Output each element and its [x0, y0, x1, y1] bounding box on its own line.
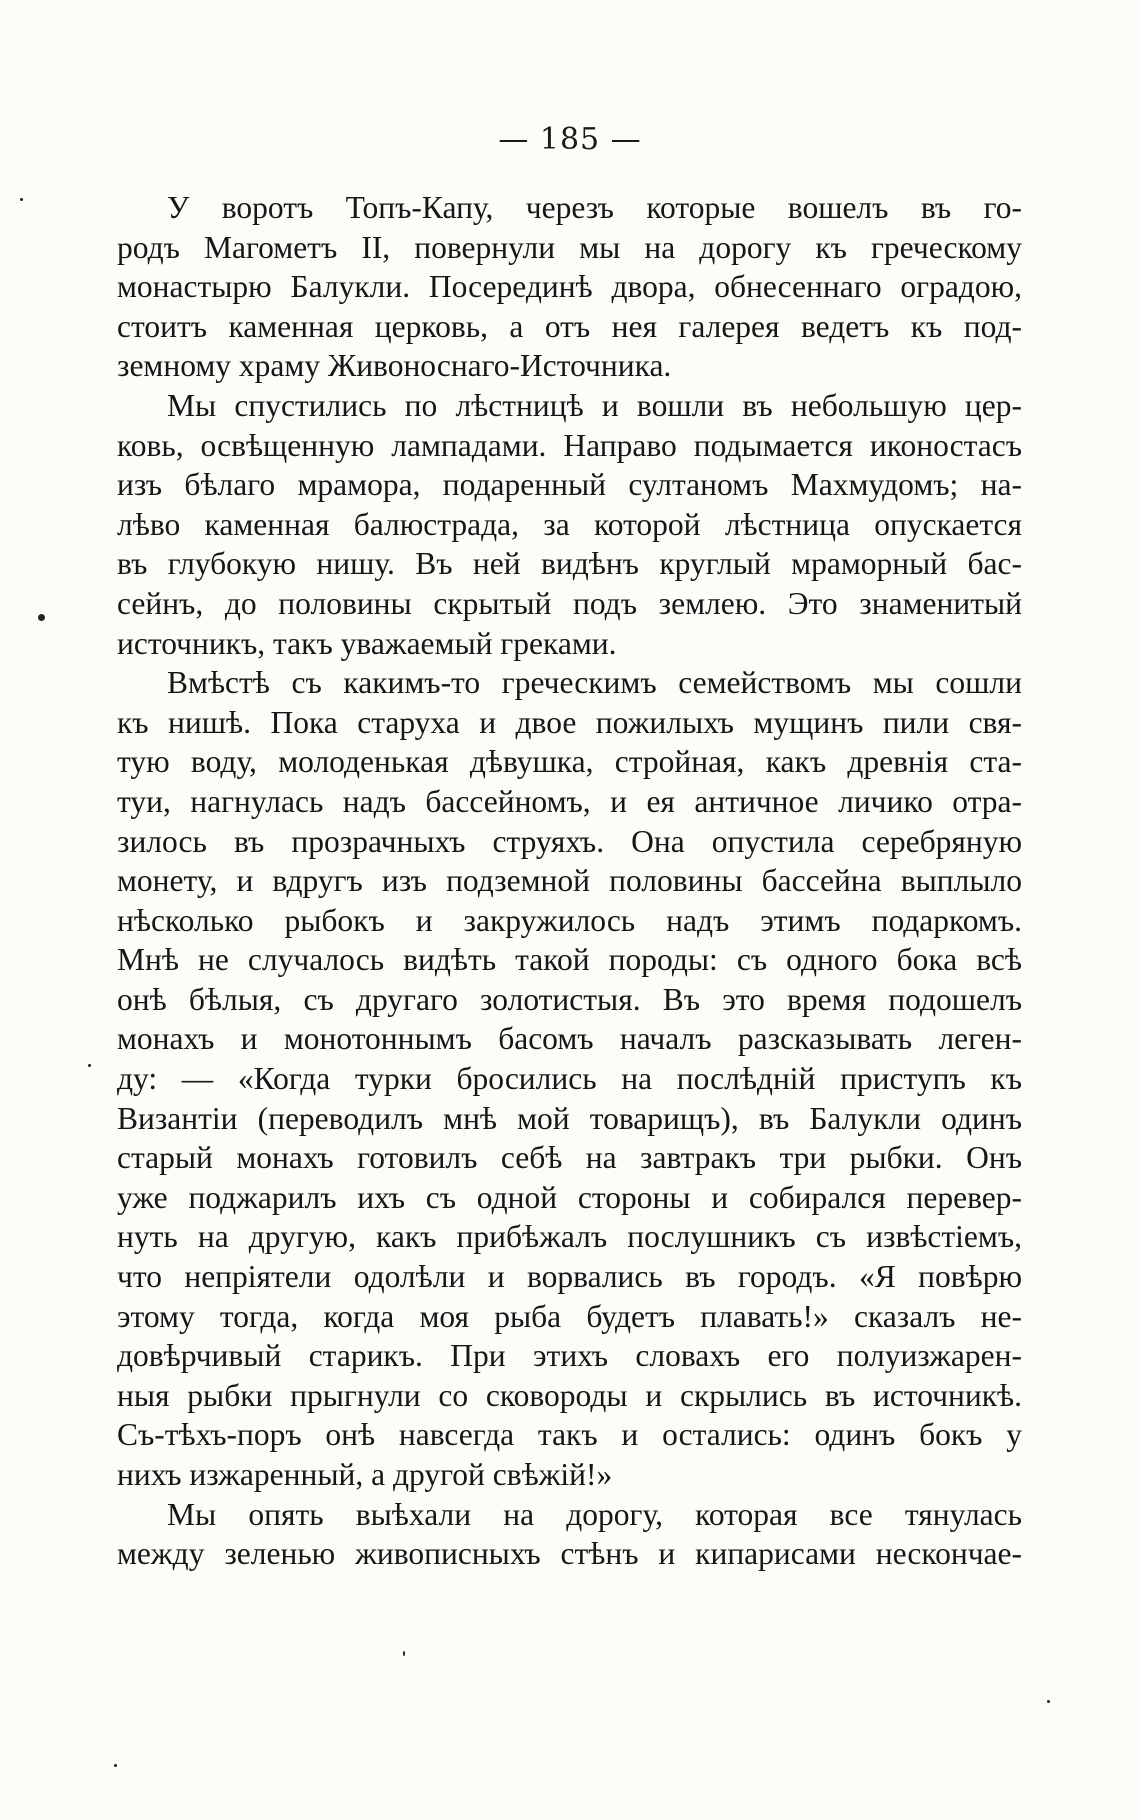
text-line: зилось въ прозрачныхъ струяхъ. Она опустила серебряную — [117, 823, 1022, 859]
text-line: родъ Магометъ II, повернули мы на дорогу къ греческому — [117, 229, 1022, 265]
text-line: ду: — «Когда турки бросились на послѣдній приступъ къ — [117, 1061, 1022, 1097]
text-line: изъ бѣлаго мрамора, подаренный султаномъ Махмудомъ; на- — [117, 467, 1022, 503]
text-line: нуть на другую, какъ прибѣжалъ послушникъ съ извѣстіемъ, — [117, 1219, 1022, 1255]
paragraph-2 — [117, 386, 1022, 663]
text-line: туи, нагнулась надъ бассейномъ, и ея античное личико отра- — [117, 783, 1022, 819]
text-line: въ глубокую нишу. Въ ней видѣнъ круглый мраморный бас- — [117, 546, 1022, 582]
text-line: источникъ, такъ уважаемый греками. — [117, 625, 617, 661]
text-line: Мы спустились по лѣстницѣ и вошли въ небольшую цер- — [167, 387, 1022, 423]
text-line: ковь, освѣщенную лампадами. Направо подымается иконостасъ — [117, 427, 1022, 463]
text-line: монету, и вдругъ изъ подземной половины бассейна выплыло — [117, 863, 1022, 899]
text-line: Вмѣстѣ съ какимъ-то греческимъ семействомъ мы сошли — [167, 665, 1022, 701]
text-line: монастырю Балукли. Посерединѣ двора, обнесеннаго оградою, — [117, 269, 1022, 305]
text-line: У воротъ Топъ-Капу, черезъ которые вошелъ въ го- — [167, 190, 1022, 225]
scan-speck — [38, 614, 45, 621]
text-line: лѣво каменная балюстрада, за которой лѣстница опускается — [117, 506, 1022, 542]
text-line: сейнъ, до половины скрытый подъ землею. Это знаменитый — [117, 585, 1022, 621]
text-line: уже поджарилъ ихъ съ одной стороны и собирался перевер- — [117, 1179, 1022, 1215]
text-line: нѣсколько рыбокъ и закружилось надъ этимъ подаркомъ. — [117, 902, 1022, 938]
page-number: — 185 — — [498, 122, 642, 157]
text-line: онѣ бѣлыя, съ другаго золотистыя. Въ это время подошелъ — [117, 981, 1022, 1017]
scan-speck — [403, 1651, 405, 1656]
text-line: земному храму Живоноснаго-Источника. — [117, 348, 672, 384]
paragraph-1 — [117, 188, 1022, 386]
text-line: Мнѣ не случалось видѣть такой породы: съ одного бока всѣ — [117, 942, 1022, 978]
scan-speck — [88, 1064, 91, 1067]
text-line: старый монахъ готовилъ себѣ на завтракъ три рыбки. Онъ — [117, 1140, 1022, 1176]
scan-speck — [1047, 1700, 1050, 1703]
text-line: стоитъ каменная церковь, а отъ нея галерея ведетъ къ под- — [117, 308, 1022, 344]
text-line: Мы опять выѣхали на дорогу, которая все тянулась — [167, 1496, 1022, 1532]
scan-speck — [20, 198, 23, 201]
scan-speck — [114, 1764, 117, 1767]
text-line: этому тогда, когда моя рыба будетъ плавать!» сказалъ не- — [117, 1298, 1022, 1334]
text-line: нихъ изжаренный, а другой свѣжій!» — [117, 1457, 613, 1492]
paragraph-4 — [117, 1495, 1022, 1574]
text-line: ныя рыбки прыгнули со сковороды и скрылись въ источникѣ. — [117, 1377, 1022, 1413]
text-line: къ нишѣ. Пока старуха и двое пожилыхъ мущинъ пили свя- — [117, 704, 1022, 740]
text-line: что непріятели одолѣли и ворвались въ городъ. «Я повѣрю — [117, 1259, 1022, 1295]
body-text — [117, 188, 1022, 1574]
text-line: Съ-тѣхъ-поръ онѣ навсегда такъ и остались: одинъ бокъ у — [117, 1417, 1022, 1453]
paragraph-3 — [117, 663, 1022, 1494]
text-line: монахъ и монотоннымъ басомъ началъ разсказывать леген- — [117, 1021, 1022, 1057]
text-line: довѣрчивый старикъ. При этихъ словахъ его полуизжарен- — [117, 1338, 1022, 1374]
text-line: тую воду, молоденькая дѣвушка, стройная, какъ древнія ста- — [117, 744, 1022, 780]
text-line: Византіи (переводилъ мнѣ мой товарищъ), въ Балукли одинъ — [117, 1100, 1022, 1136]
text-line: между зеленью живописныхъ стѣнъ и кипарисами нескончае- — [117, 1536, 1022, 1572]
